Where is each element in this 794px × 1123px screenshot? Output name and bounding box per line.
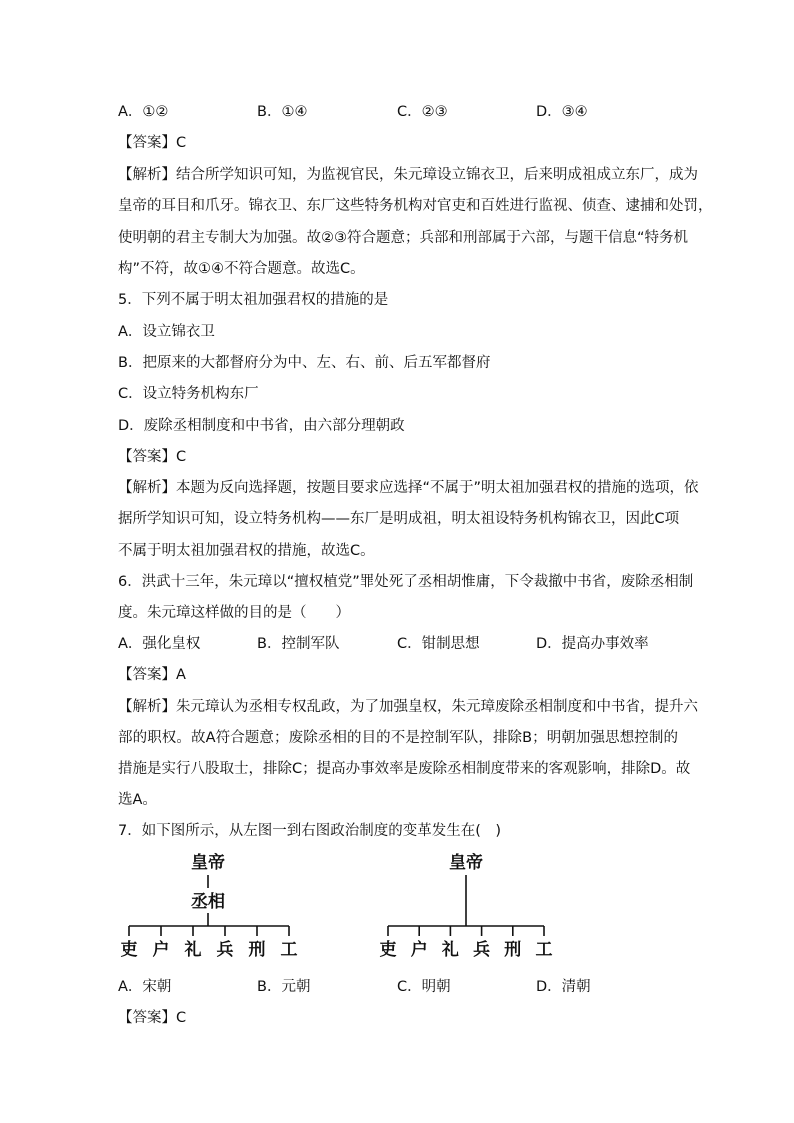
q6-stem-line-1: 6．洪武十三年，朱元璋以“擅权植党”罪处死了丞相胡惟庸，下令裁撤中书省，废除丞相制 bbox=[118, 574, 694, 590]
q4-analysis-line-3: 使明朝的君主专制大为加强。故②③符合题意；兵部和刑部属于六部，与题干信息“特务机 bbox=[118, 230, 689, 246]
left-ministry-label: 兵 bbox=[216, 940, 234, 960]
q7-diagrams bbox=[0, 848, 794, 968]
q6-analysis-label: 【解析】 bbox=[118, 699, 176, 715]
left-chancellor-label: 丞相 bbox=[191, 892, 225, 912]
right-emperor-label: 皇帝 bbox=[449, 853, 483, 873]
q4-analysis-line-2: 皇帝的耳目和爪牙。锦衣卫、东厂这些特务机构对官吏和百姓进行监视、侦查、逮捕和处罚， bbox=[118, 198, 713, 214]
left-emperor-label: 皇帝 bbox=[191, 853, 225, 873]
q4-analysis-line-1: 【解析】结合所学知识可知，为监视官民，朱元璋设立锦衣卫，后来明成祖成立东厂，成为 bbox=[118, 167, 698, 183]
q7-option-a: A．宋朝 bbox=[118, 979, 172, 995]
q5-analysis-label: 【解析】 bbox=[118, 480, 176, 496]
left-ministry-label: 吏 bbox=[120, 940, 138, 960]
q6-option-b: B．控制军队 bbox=[257, 636, 340, 652]
q5-option-a: A．设立锦衣卫 bbox=[118, 324, 215, 340]
left-ministry-label: 礼 bbox=[184, 940, 202, 960]
right-ministry-label: 工 bbox=[535, 940, 553, 960]
q5-analysis-line-1: 【解析】本题为反向选择题，按题目要求应选择“不属于”明太祖加强君权的措施的选项，依 bbox=[118, 480, 699, 496]
q6-analysis-line-4: 选A。 bbox=[118, 792, 157, 808]
q4-analysis-line-4: 构”不符，故①④不符合题意。故选C。 bbox=[118, 261, 365, 277]
left-ministry-label: 刑 bbox=[248, 940, 266, 960]
q5-option-c: C．设立特务机构东厂 bbox=[118, 386, 259, 402]
q7-option-b: B．元朝 bbox=[257, 979, 311, 995]
q6-option-c: C．钳制思想 bbox=[397, 636, 480, 652]
q6-analysis-line-2: 部的职权。故A符合题意；废除丞相的目的不是控制军队，排除B；明朝加强思想控制的 bbox=[118, 730, 678, 746]
q6-stem-line-2: 度。朱元璋这样做的目的是（ ） bbox=[118, 605, 350, 621]
q7-option-d: D．清朝 bbox=[536, 979, 591, 995]
q4-analysis-label: 【解析】 bbox=[118, 167, 176, 183]
left-structure-diagram bbox=[121, 852, 298, 960]
right-structure-diagram bbox=[380, 852, 553, 960]
q7-option-c: C．明朝 bbox=[397, 979, 451, 995]
q5-answer: 【答案】C bbox=[118, 449, 187, 465]
right-ministry-label: 户 bbox=[410, 940, 428, 960]
right-ministry-label: 兵 bbox=[473, 940, 491, 960]
q4-option-c: C．②③ bbox=[397, 104, 448, 120]
q6-option-d: D．提高办事效率 bbox=[536, 636, 649, 652]
q5-analysis-line-3: 不属于明太祖加强君权的措施，故选C。 bbox=[118, 543, 375, 559]
right-ministry-label: 刑 bbox=[504, 940, 522, 960]
q6-answer: 【答案】A bbox=[118, 667, 186, 683]
q4-option-a: A．①② bbox=[118, 104, 169, 120]
q6-analysis-line-3: 措施是实行八股取士，排除C；提高办事效率是废除丞相制度带来的客观影响，排除D。故 bbox=[118, 761, 691, 777]
right-ministry-label: 礼 bbox=[441, 940, 459, 960]
q4-answer: 【答案】C bbox=[118, 135, 187, 151]
left-ministry-label: 户 bbox=[152, 940, 170, 960]
q5-option-d: D．废除丞相制度和中书省，由六部分理朝政 bbox=[118, 418, 405, 434]
q7-answer: 【答案】C bbox=[118, 1010, 187, 1026]
q5-analysis-line-2: 据所学知识可知，设立特务机构——东厂是明成祖，明太祖设特务机构锦衣卫，因此C项 bbox=[118, 511, 680, 527]
q4-option-d: D．③④ bbox=[536, 104, 588, 120]
q5-option-b: B．把原来的大都督府分为中、左、右、前、后五军都督府 bbox=[118, 355, 491, 371]
q4-option-b: B．①④ bbox=[257, 104, 308, 120]
right-ministry-label: 吏 bbox=[379, 940, 397, 960]
left-ministry-label: 工 bbox=[280, 940, 298, 960]
q6-analysis-line-1: 【解析】朱元璋认为丞相专权乱政，为了加强皇权，朱元璋废除丞相制度和中书省，提升六 bbox=[118, 699, 698, 715]
q7-stem: 7．如下图所示，从左图一到右图政治制度的变革发生在( ) bbox=[118, 823, 502, 839]
q5-stem: 5．下列不属于明太祖加强君权的措施的是 bbox=[118, 292, 389, 308]
q6-option-a: A．强化皇权 bbox=[118, 636, 201, 652]
